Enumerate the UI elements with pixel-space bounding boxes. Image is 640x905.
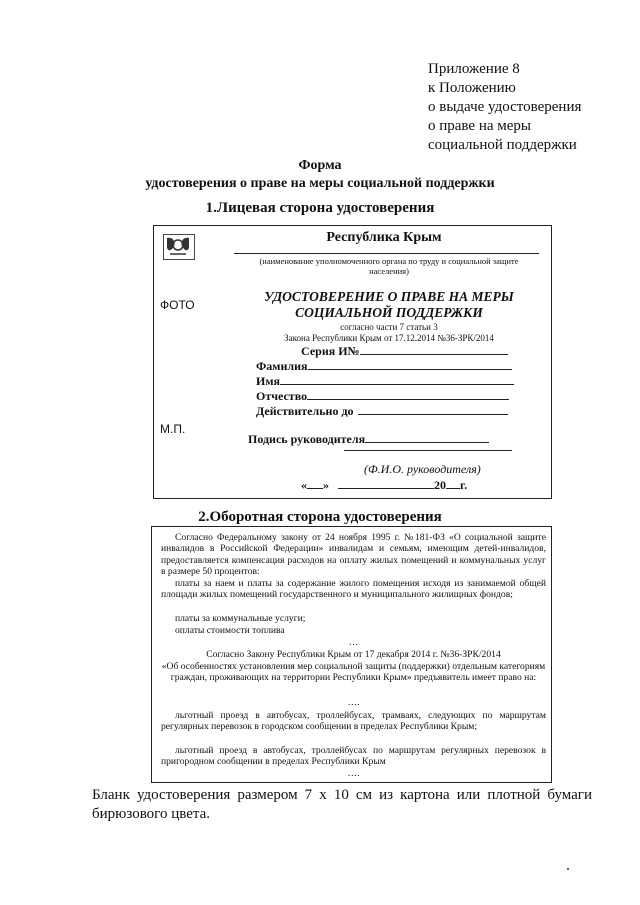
back-paragraph: платы за наем и платы за содержание жилого помещения исходя из занимаемой общей площади жилых помещений государственного и муниципального жилищных фондов; [161, 578, 546, 601]
valid-until-line [358, 403, 508, 415]
certificate-back [151, 526, 552, 783]
date-field [301, 477, 467, 493]
republic-name: Республика Крым [326, 230, 442, 245]
surname-label: Фамилия [256, 359, 308, 373]
surname-line [308, 358, 512, 370]
appendix-line: Приложение 8 [428, 61, 520, 77]
back-paragraph: оплаты стоимости топлива [175, 625, 285, 636]
year-suffix: г. [460, 478, 468, 492]
legal-basis-line: согласно части 7 статьи 3 [340, 322, 438, 332]
head-signature-field [248, 431, 489, 447]
year-line [446, 477, 460, 489]
year-prefix: 20 [434, 478, 446, 492]
series-label: Серия И№ [301, 344, 360, 358]
patronymic-field [256, 388, 509, 404]
back-paragraph: льготный проезд в автобусах, троллейбусах, трамваях, следующих по маршрутам регулярных перевозок в городском сообщении в пределах Республики Крым; [161, 710, 546, 733]
organ-caption-line: населения) [369, 266, 409, 276]
crimea-emblem-icon [163, 234, 195, 260]
certificate-title [244, 289, 534, 321]
month-line [338, 477, 434, 489]
signature-line [365, 431, 489, 443]
date-open-quote: « [301, 478, 307, 492]
day-line [307, 477, 323, 489]
front-side-heading: 1.Лицевая сторона удостоверения [205, 200, 435, 216]
name-field [256, 373, 514, 389]
back-paragraph: Согласно Федеральному закону от 24 ноября 1995 г. №181-ФЗ «О социальной защите инвалидов в Российской Федерации» инвалидам и семьям, имеющим детей-инвалидов, предоставляется компенсация расходов на оплату жилых помещений и коммунальных услуг в размере 50 процентов: [161, 532, 546, 578]
page-mark [567, 868, 569, 870]
date-close-quote: » [323, 478, 329, 492]
law-reference: Согласно Закону Республики Крым от 17 декабря 2014 г. №36-ЗРК/2014 [206, 649, 501, 660]
form-title: Форма [298, 158, 342, 173]
stamp-label: М.П. [160, 422, 186, 436]
series-field [301, 343, 508, 359]
appendix-line: о праве на меры [428, 118, 532, 134]
appendix-line: социальной поддержки [428, 137, 577, 153]
back-paragraph: платы за коммунальные услуги; [175, 613, 306, 624]
certificate-front [153, 225, 552, 499]
footer-note: Бланк удостоверения размером 7 х 10 см из картона или плотной бумаги бирюзового цвета. [92, 787, 592, 822]
appendix-line: о выдаче удостоверения [428, 99, 582, 115]
head-signature-label: Подись руководителя [248, 432, 366, 446]
valid-until-field [256, 403, 508, 419]
back-side-heading: 2.Оборотная сторона удостоверения [198, 509, 442, 525]
patronymic-line [307, 388, 509, 400]
fio-rule [344, 450, 512, 451]
ellipsis: … [348, 637, 359, 648]
certificate-title-line: СОЦИАЛЬНОЙ ПОДДЕРЖКИ [295, 305, 483, 320]
form-subtitle: удостоверения о праве на меры социальной поддержки [145, 176, 495, 191]
series-line [360, 343, 508, 355]
name-line [280, 373, 514, 385]
surname-field [256, 358, 512, 374]
ellipsis: …. [347, 697, 360, 708]
ellipsis: …. [347, 768, 360, 779]
name-label: Имя [256, 374, 280, 388]
legal-basis-line: Закона Республики Крым от 17.12.2014 №36-ЗРК/2014 [284, 333, 494, 343]
law-title: «Об особенностях установления мер социальной защиты (поддержки) отдельным категориям граждан, проживающих на территории Республики Крым» предъявитель имеет право на: [161, 661, 546, 684]
photo-label: ФОТО [160, 298, 195, 312]
appendix-header [428, 60, 581, 155]
head-fio-caption: (Ф.И.О. руководителя) [364, 462, 481, 476]
valid-until-label: Действительно до [256, 404, 354, 418]
certificate-title-line: УДОСТОВЕРЕНИЕ О ПРАВЕ НА МЕРЫ [264, 289, 514, 304]
legal-basis [244, 322, 534, 344]
appendix-line: к Положению [428, 80, 516, 96]
organ-rule [234, 253, 539, 254]
back-paragraph: льготный проезд в автобусах, троллейбусах по маршрутам регулярных перевозок в пригородном сообщении в пределах Республики Крым [161, 745, 546, 768]
patronymic-label: Отчество [256, 389, 308, 403]
organ-caption-line: (наименование уполномоченного органа по труду и социальной защите [259, 256, 519, 266]
organ-caption [234, 256, 544, 276]
